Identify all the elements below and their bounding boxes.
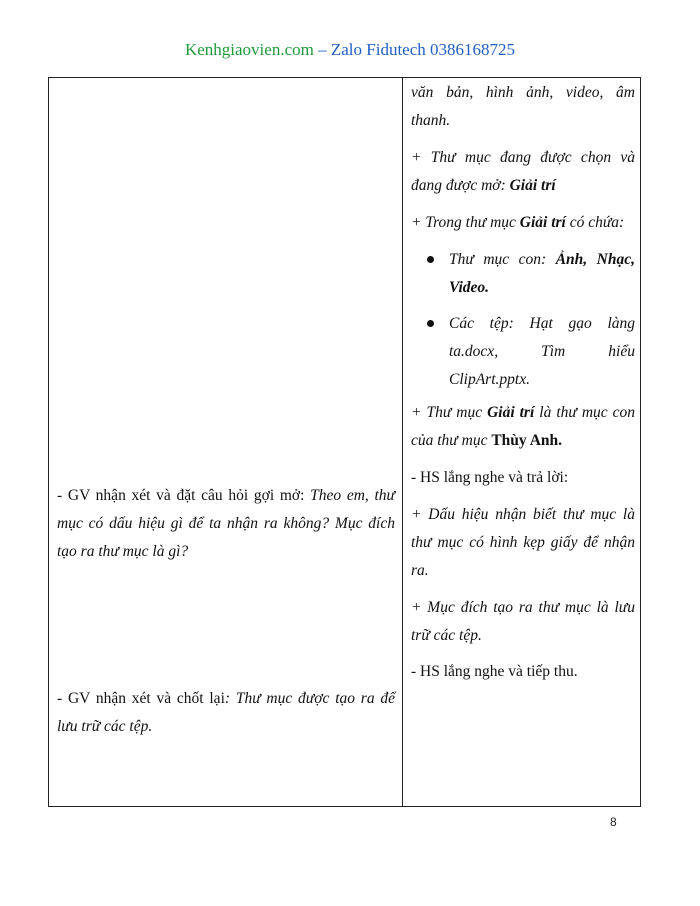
page-number: 8: [610, 815, 617, 829]
left-paragraph-1-line-3: tạo ra thư mục là gì?: [57, 543, 189, 560]
bullet-files-line-2: ta.docx, Tìm hiểu: [449, 343, 635, 360]
right-r1-line-1: văn bản, hình ảnh, video, âm: [411, 84, 635, 101]
right-r6-line-3: ra.: [411, 562, 429, 579]
right-r2-line-1: + Thư mục đang được chọn và: [411, 149, 635, 166]
lesson-table: [48, 77, 641, 807]
right-r8: - HS lắng nghe và tiếp thu.: [411, 663, 578, 680]
right-r5: - HS lắng nghe và trả lời:: [411, 469, 569, 486]
zalo-contact[interactable]: Zalo Fidutech 0386168725: [330, 40, 516, 59]
bullet-files-line-1: Các tệp: Hạt gạo làng: [449, 315, 635, 332]
right-r3: + Trong thư mục Giải trí có chứa:: [411, 214, 625, 231]
bullet-icon: [427, 320, 434, 327]
left-paragraph-1-line-1: - GV nhận xét và đặt câu hỏi gợi mở: Theo em, thư: [57, 487, 396, 504]
right-r1-line-2: thanh.: [411, 112, 451, 129]
right-r6-line-2: thư mục có hình kẹp giấy để nhận: [411, 534, 635, 551]
left-paragraph-1-line-2: mục có dấu hiệu gì để ta nhận ra không? Mục đích: [57, 515, 395, 532]
right-r4-line-2: của thư mục Thùy Anh.: [411, 432, 563, 449]
right-r7-line-1: + Mục đích tạo ra thư mục là lưu: [411, 599, 635, 616]
left-paragraph-2-line-1: - GV nhận xét và chốt lại: Thư mục được tạo ra để: [57, 690, 395, 707]
left-paragraph-2-line-2: lưu trữ các tệp.: [57, 718, 153, 735]
bullet-icon: [427, 256, 434, 263]
bullet-files-line-3: ClipArt.pptx.: [449, 371, 530, 388]
site-name[interactable]: Kenhgiaovien.com: [184, 40, 314, 59]
bullet-subfolders-line-1: Thư mục con: Ảnh, Nhạc,: [449, 251, 635, 268]
right-r4-line-1: + Thư mục Giải trí là thư mục con: [411, 404, 636, 421]
column-divider: [402, 78, 403, 806]
page-header: [0, 40, 700, 60]
right-r2-line-2: đang được mở: Giải trí: [411, 177, 556, 194]
header-separator: –: [313, 40, 331, 59]
bullet-subfolders-line-2: Video.: [449, 279, 490, 296]
right-r7-line-2: trữ các tệp.: [411, 627, 482, 644]
right-r6-line-1: + Dấu hiệu nhận biết thư mục là: [411, 506, 635, 523]
